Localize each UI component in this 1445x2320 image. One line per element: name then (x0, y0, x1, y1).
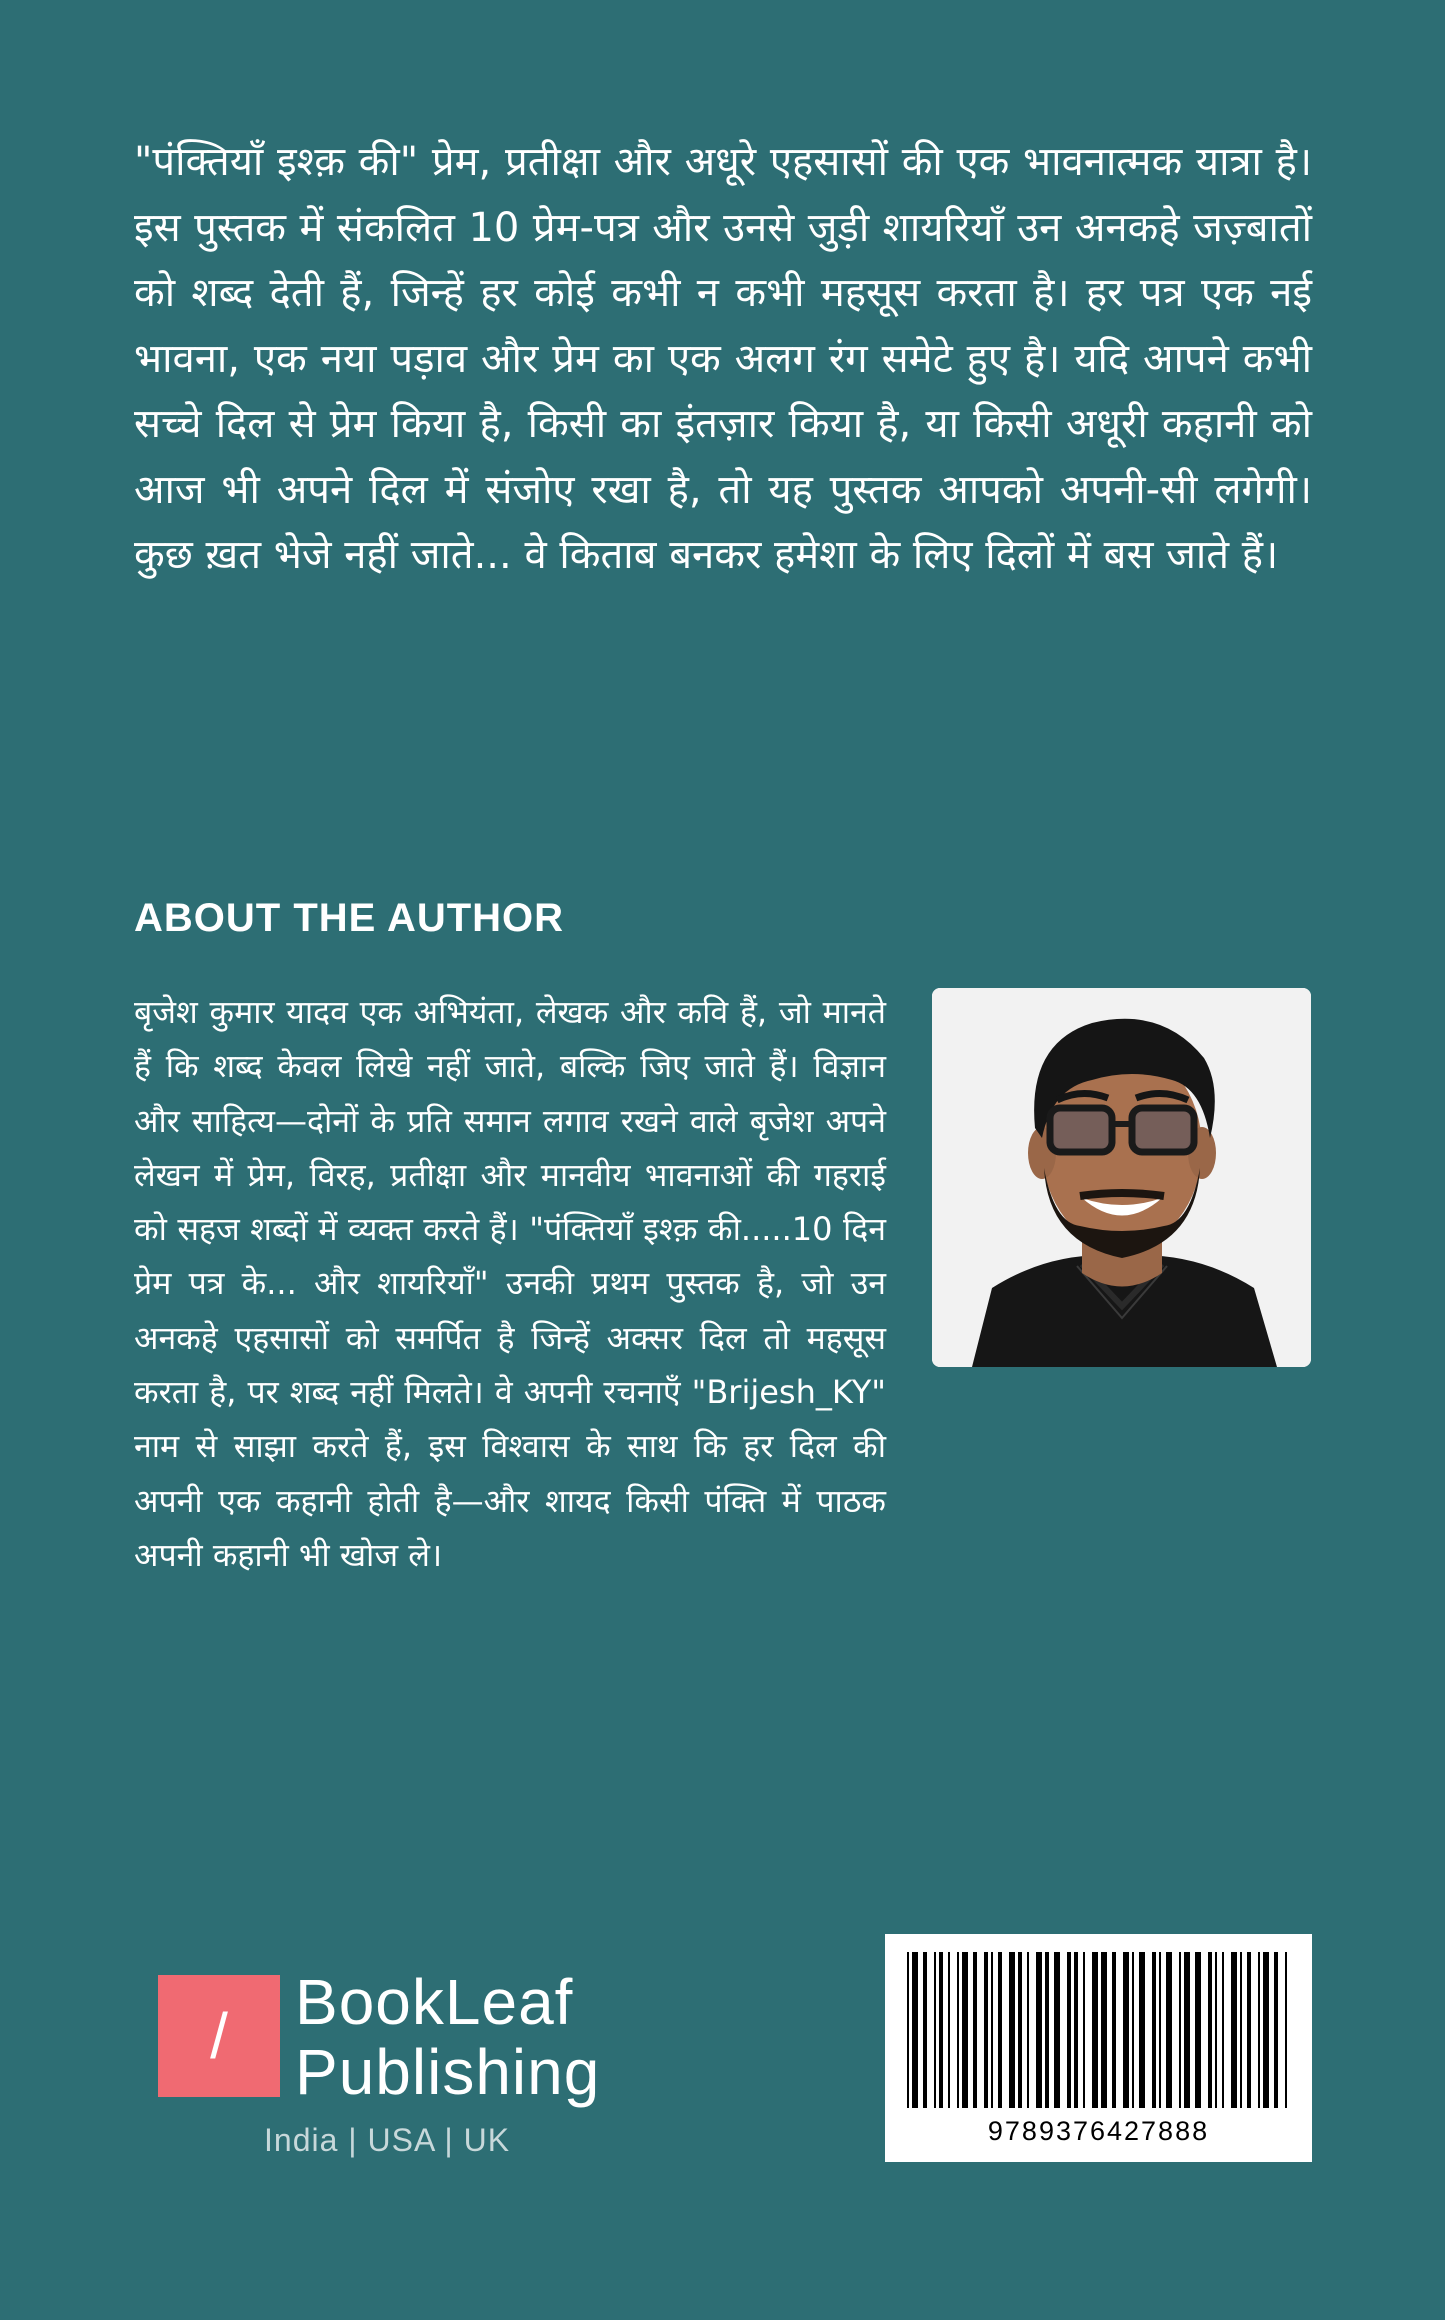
barcode-bar (1247, 1952, 1251, 2108)
barcode-bar (923, 1952, 927, 2108)
barcode-bar (1132, 1952, 1134, 2108)
author-photo (932, 988, 1311, 1367)
barcode-bar (1123, 1952, 1129, 2108)
barcode-bar (1263, 1952, 1269, 2108)
barcode-bar (1152, 1952, 1156, 2108)
barcode-bar (962, 1952, 968, 2108)
publisher-name-line1: BookLeaf (295, 1966, 574, 2038)
isbn-barcode (885, 1934, 1312, 2162)
barcode-bar (1074, 1952, 1078, 2108)
barcode-bar (1009, 1952, 1015, 2108)
barcode-bar (1018, 1952, 1022, 2108)
barcode-bar (1285, 1952, 1287, 2108)
barcode-bar (1092, 1952, 1098, 2108)
barcode-bar (1036, 1952, 1042, 2108)
barcode-bar (1027, 1952, 1029, 2108)
barcode-bar (1166, 1952, 1172, 2108)
barcode-bar (984, 1952, 988, 2108)
barcode-bar (1054, 1952, 1060, 2108)
barcode-bar (991, 1952, 993, 2108)
barcode-bar (1083, 1952, 1085, 2108)
barcode-bar (1067, 1952, 1071, 2108)
barcode-bar (1274, 1952, 1278, 2108)
barcode-bar (973, 1952, 977, 2108)
bookleaf-logo-mark (158, 1975, 280, 2097)
barcode-bar (939, 1952, 943, 2108)
back-cover-blurb: "पंक्तियाँ इश्क़ की" प्रेम, प्रतीक्षा और अधूरे एहसासों की एक भावनात्मक यात्रा है। इस पुस्तक में संकलित 10 प्रेम-पत्र और उनसे जुड़ी शायरियाँ उन अनकहे जज़्बातों को शब्द देती हैं, जिन्हें हर कोई कभी न कभी महसूस करता है। हर पत्र एक नई भावना, एक नया पड़ाव और प्रेम का एक अलग रंग समेटे हुए है। यदि आपने कभी सच्चे दिल से प्रेम किया है, किसी का इंतज़ार किया है, या किसी अधूरी कहानी को आज भी अपने दिल में संजोए रखा है, तो यह पुस्तक आपको अपनी-सी लगेगी। कुछ ख़त भेजे नहीं जाते... वे किताब बनकर हमेशा के लिए दिलों में बस जाते हैं। (134, 139, 1312, 578)
barcode-bar (1231, 1952, 1237, 2108)
barcode-bar (948, 1952, 950, 2108)
barcode-bar (1240, 1952, 1242, 2108)
barcode-bar (998, 1952, 1002, 2108)
barcode-bar (1215, 1952, 1217, 2108)
barcode-bar (1195, 1952, 1201, 2108)
barcode-bar (957, 1952, 959, 2108)
publisher-regions: India | USA | UK (264, 2122, 511, 2158)
barcode-bar (1112, 1952, 1116, 2108)
barcode-bar (1184, 1952, 1190, 2108)
publisher-name-line2: Publishing (295, 2036, 601, 2108)
barcode-bar (1101, 1952, 1107, 2108)
barcode-bar (1159, 1952, 1161, 2108)
author-bio: बृजेश कुमार यादव एक अभियंता, लेखक और कवि हैं, जो मानते हैं कि शब्द केवल लिखे नहीं जाते, बल्कि जिए जाते हैं। विज्ञान और साहित्य—दोनों के प्रति समान लगाव रखने वाले बृजेश अपने लेखन में प्रेम, विरह, प्रतीक्षा और मानवीय भावनाओं की गहराई को सहज शब्दों में व्यक्त करते हैं। "पंक्तियाँ इश्क़ की.....10 दिन प्रेम पत्र के... और शायरियाँ" उनकी प्रथम पुस्तक है, जो उन अनकहे एहसासों को समर्पित है जिन्हें अक्सर दिल तो महसूस करता है, पर शब्द नहीं मिलते। वे अपनी रचनाएँ "Brijesh_KY" नाम से साझा करते हैं, इस विश्वास के साथ कि हर दिल की अपनी एक कहानी होती है—और शायद किसी पंक्ति में पाठक अपनी कहानी भी खोज ले। (134, 993, 886, 1574)
isbn-number: 9789376427888 (987, 2116, 1210, 2146)
barcode-bar (912, 1952, 918, 2108)
logo-slash-glyph: / (210, 2000, 228, 2072)
barcode-bar (1222, 1952, 1224, 2108)
barcode-bar (1208, 1952, 1212, 2108)
barcode-bar (1045, 1952, 1049, 2108)
barcode-bar (934, 1952, 936, 2108)
barcode-bar (1179, 1952, 1181, 2108)
about-author-heading: ABOUT THE AUTHOR (134, 896, 565, 940)
barcode-bar (1258, 1952, 1260, 2108)
barcode-bar (1139, 1952, 1145, 2108)
barcode-bar (907, 1952, 909, 2108)
